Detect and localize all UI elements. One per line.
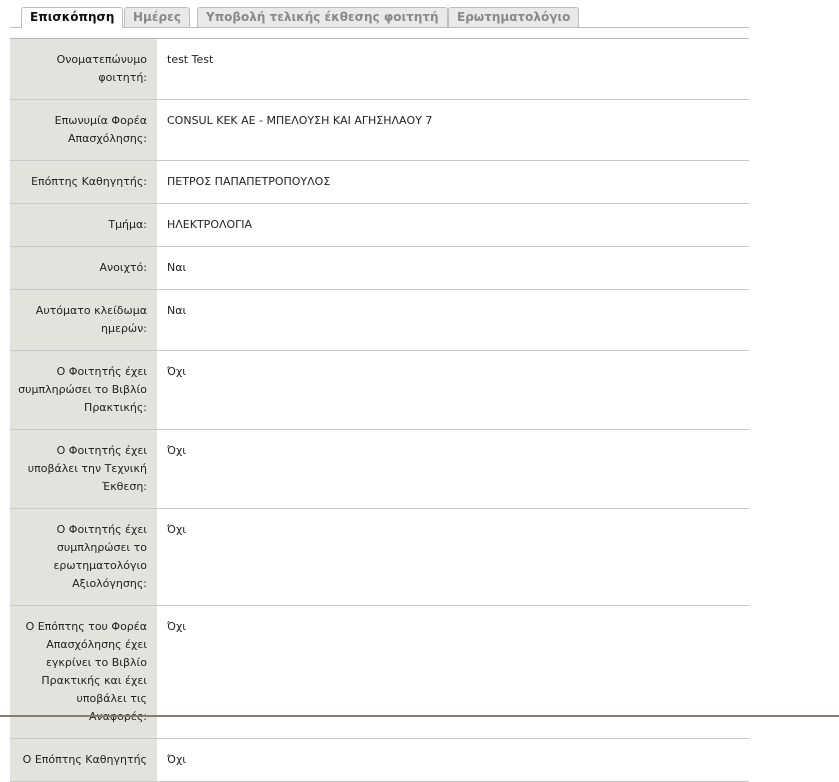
field-value: Όχι [167, 523, 187, 536]
table-row [10, 39, 749, 100]
field-label: Ο Επόπτης Καθηγητής [22, 753, 147, 766]
field-value: ΠΕΤΡΟΣ ΠΑΠΑΠΕΤΡΟΠΟΥΛΟΣ [167, 175, 331, 188]
table-row [10, 204, 749, 247]
table-row [10, 100, 749, 161]
field-label: Ο Φοιτητής έχει συμπληρώσει το Βιβλίο Πρακτικής: [18, 365, 147, 414]
field-value: Όχι [167, 444, 187, 457]
field-value: CONSUL ΚΕΚ ΑΕ - ΜΠΕΛΟΥΣΗ ΚΑΙ ΑΓΗΣΗΛΑΟΥ 7 [167, 114, 433, 127]
field-label: Τμήμα: [108, 218, 147, 231]
field-label: Ο Φοιτητής έχει υποβάλει την Τεχνική Έκθεση: [27, 444, 147, 493]
field-value: Όχι [167, 753, 187, 766]
table-row [10, 739, 749, 782]
table-row [10, 430, 749, 509]
field-value: ΗΛΕΚΤΡΟΛΟΓΙΑ [167, 218, 253, 231]
details-table [10, 39, 749, 782]
table-row [10, 509, 749, 606]
field-label: Επόπτης Καθηγητής: [31, 175, 147, 188]
field-label: Ο Φοιτητής έχει συμπληρώσει το ερωτηματολόγιο Αξιολόγησης: [53, 523, 147, 590]
table-row [10, 290, 749, 351]
tab-questionnaire[interactable]: Ερωτηματολόγιο [448, 7, 579, 27]
field-value: Όχι [167, 365, 187, 378]
table-row [10, 351, 749, 430]
field-label: Αυτόματο κλείδωμα ημερών: [35, 304, 147, 335]
field-value: Ναι [167, 304, 187, 317]
field-label: Ονοματεπώνυμο φοιτητή: [56, 53, 147, 84]
field-value: test Test [167, 53, 214, 66]
tab-final-report[interactable]: Υποβολή τελικής έκθεσης φοιτητή [197, 7, 448, 27]
field-value: Ναι [167, 261, 187, 274]
table-row [10, 161, 749, 204]
tab-overview[interactable]: Επισκόπηση [21, 7, 123, 28]
field-label: Επωνυμία Φορέα Απασχόλησης: [54, 114, 147, 145]
table-row [10, 606, 749, 739]
field-value: Όχι [167, 620, 187, 633]
field-label: Ο Επόπτης του Φορέα Απασχόλησης έχει εγκρίνει το Βιβλίο Πρακτικής και έχει υποβάλει τις [25, 620, 147, 705]
tab-days[interactable]: Ημέρες [124, 7, 190, 27]
field-label: Ανοιχτό: [99, 261, 147, 274]
table-row [10, 247, 749, 290]
tab-bar [10, 0, 749, 28]
